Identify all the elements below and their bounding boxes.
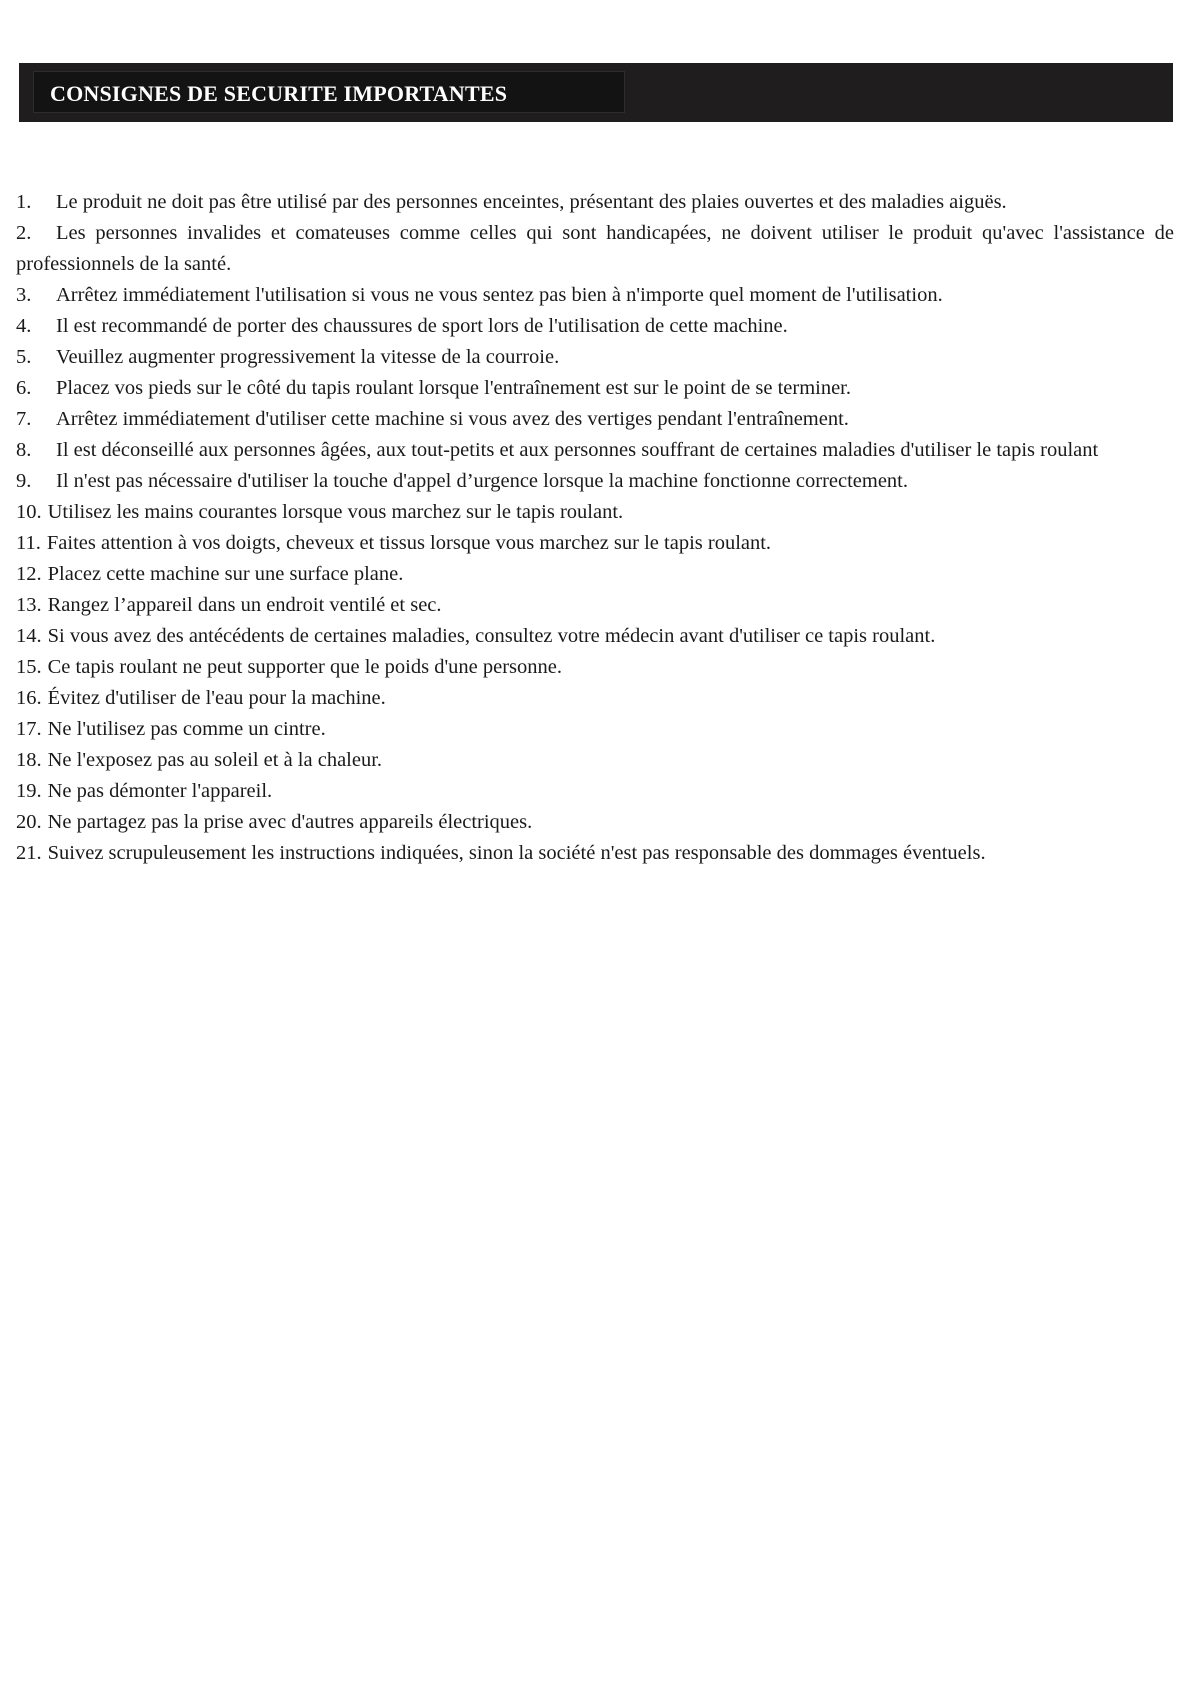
list-item bbox=[16, 311, 1174, 342]
list-item bbox=[16, 807, 1174, 838]
list-item bbox=[16, 652, 1174, 683]
list-item bbox=[16, 373, 1174, 404]
item-number: 2. bbox=[16, 222, 32, 244]
item-text: Placez vos pieds sur le côté du tapis roulant lorsque l'entraînement est sur le point de se terminer. bbox=[56, 377, 852, 399]
item-text: Les personnes invalides et comateuses comme celles qui sont handicapées, ne doivent utiliser le produit qu'avec l'assistance de professionnels de la santé. bbox=[16, 222, 1174, 275]
list-item bbox=[16, 466, 1174, 497]
item-text: Si vous avez des antécédents de certaines maladies, consultez votre médecin avant d'utiliser ce tapis roulant. bbox=[47, 625, 936, 647]
item-text: Placez cette machine sur une surface plane. bbox=[47, 563, 404, 585]
list-item bbox=[16, 683, 1174, 714]
list-item bbox=[16, 404, 1174, 435]
item-number: 7. bbox=[16, 408, 32, 430]
item-number: 15. bbox=[16, 656, 42, 678]
item-number: 10. bbox=[16, 501, 42, 523]
list-item bbox=[16, 497, 1174, 528]
item-number: 5. bbox=[16, 346, 32, 368]
item-text: Il n'est pas nécessaire d'utiliser la touche d'appel d’urgence lorsque la machine fonctionne correctement. bbox=[56, 470, 909, 492]
item-number: 14. bbox=[16, 625, 42, 647]
list-item bbox=[16, 187, 1174, 218]
list-item bbox=[16, 559, 1174, 590]
item-text: Suivez scrupuleusement les instructions indiquées, sinon la société n'est pas responsable des dommages éventuels. bbox=[47, 842, 986, 864]
list-item bbox=[16, 342, 1174, 373]
section-header-bar bbox=[19, 63, 1173, 122]
list-item bbox=[16, 714, 1174, 745]
item-text: Veuillez augmenter progressivement la vitesse de la courroie. bbox=[56, 346, 560, 368]
section-title: CONSIGNES DE SECURITE IMPORTANTES bbox=[50, 81, 508, 106]
item-text: Évitez d'utiliser de l'eau pour la machine. bbox=[47, 687, 386, 709]
item-text: Arrêtez immédiatement l'utilisation si vous ne vous sentez pas bien à n'importe quel moment de l'utilisation. bbox=[56, 284, 943, 306]
item-number: 17. bbox=[16, 718, 42, 740]
item-text: Faites attention à vos doigts, cheveux et tissus lorsque vous marchez sur le tapis roulant. bbox=[46, 532, 772, 554]
item-text: Ne pas démonter l'appareil. bbox=[47, 780, 273, 802]
item-text: Arrêtez immédiatement d'utiliser cette machine si vous avez des vertiges pendant l'entraînement. bbox=[56, 408, 849, 430]
item-number: 11. bbox=[16, 532, 41, 554]
section-header-label-box bbox=[33, 71, 625, 113]
list-item bbox=[16, 435, 1174, 466]
item-number: 8. bbox=[16, 439, 32, 461]
safety-instructions-list bbox=[16, 187, 1174, 869]
list-item bbox=[16, 745, 1174, 776]
item-text: Ne l'utilisez pas comme un cintre. bbox=[47, 718, 326, 740]
list-item bbox=[16, 528, 1174, 559]
item-number: 21. bbox=[16, 842, 42, 864]
item-number: 18. bbox=[16, 749, 42, 771]
list-item bbox=[16, 776, 1174, 807]
list-item bbox=[16, 590, 1174, 621]
item-text: Le produit ne doit pas être utilisé par des personnes enceintes, présentant des plaies ouvertes et des maladies aiguës. bbox=[56, 191, 1007, 213]
item-text: Il est déconseillé aux personnes âgées, aux tout-petits et aux personnes souffrant de certaines maladies d'utiliser le tapis roulant bbox=[56, 439, 1099, 461]
item-text: Il est recommandé de porter des chaussures de sport lors de l'utilisation de cette machine. bbox=[56, 315, 788, 337]
list-item bbox=[16, 621, 1174, 652]
list-item bbox=[16, 218, 1174, 280]
item-number: 9. bbox=[16, 470, 32, 492]
item-number: 4. bbox=[16, 315, 32, 337]
item-text: Ne partagez pas la prise avec d'autres appareils électriques. bbox=[47, 811, 533, 833]
item-number: 6. bbox=[16, 377, 32, 399]
item-text: Utilisez les mains courantes lorsque vous marchez sur le tapis roulant. bbox=[47, 501, 624, 523]
item-number: 16. bbox=[16, 687, 42, 709]
item-text: Ce tapis roulant ne peut supporter que le poids d'une personne. bbox=[47, 656, 562, 678]
item-number: 20. bbox=[16, 811, 42, 833]
item-number: 19. bbox=[16, 780, 42, 802]
item-number: 13. bbox=[16, 594, 42, 616]
item-number: 12. bbox=[16, 563, 42, 585]
list-item bbox=[16, 280, 1174, 311]
item-number: 1. bbox=[16, 191, 32, 213]
item-number: 3. bbox=[16, 284, 32, 306]
item-text: Ne l'exposez pas au soleil et à la chaleur. bbox=[47, 749, 383, 771]
list-item bbox=[16, 838, 1174, 869]
item-text: Rangez l’appareil dans un endroit ventilé et sec. bbox=[47, 594, 442, 616]
